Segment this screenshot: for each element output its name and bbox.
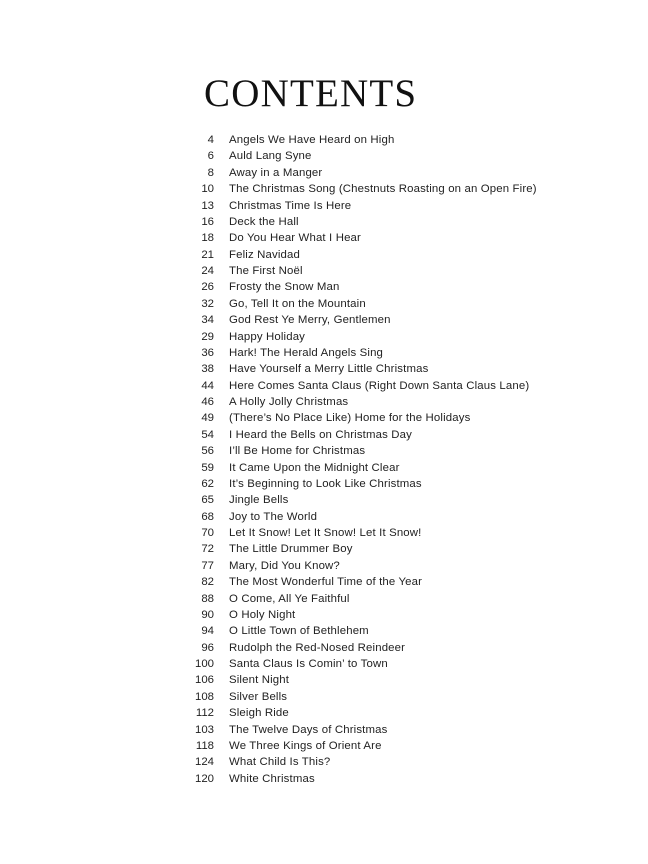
toc-song-title: Christmas Time Is Here	[229, 199, 352, 212]
toc-entry	[0, 279, 648, 295]
toc-song-title: The First Noël	[229, 265, 303, 277]
toc-page-number: 46	[201, 396, 214, 408]
toc-page-number: 88	[201, 592, 214, 605]
toc-page-number: 13	[201, 199, 214, 212]
toc-entry	[0, 574, 648, 590]
toc-page-number: 4	[207, 134, 214, 146]
toc-song-title: The Christmas Song (Chestnuts Roasting on an Open Fire)	[229, 183, 537, 196]
toc-song-title: O Little Town of Bethlehem	[229, 625, 369, 638]
toc-song-title: God Rest Ye Merry, Gentlemen	[229, 314, 391, 327]
toc-entry	[0, 394, 648, 410]
toc-page-number: 96	[201, 641, 214, 654]
toc-entry	[0, 132, 648, 148]
toc-page-number: 18	[201, 232, 214, 245]
toc-entry	[0, 378, 648, 394]
toc-page-number: 100	[194, 658, 214, 670]
toc-song-title: Joy to The World	[229, 510, 318, 523]
toc-entry	[0, 427, 648, 443]
toc-page-number: 32	[201, 297, 214, 310]
toc-entry	[0, 312, 648, 328]
toc-entry	[0, 263, 648, 279]
toc-entry	[0, 230, 648, 246]
toc-entry	[0, 247, 648, 263]
toc-song-title: The Most Wonderful Time of the Year	[229, 576, 423, 589]
toc-song-title: Mary, Did You Know?	[229, 559, 340, 572]
toc-song-title: What Child Is This?	[229, 756, 331, 769]
toc-song-title: White Christmas	[229, 772, 315, 785]
toc-page-number: 34	[201, 314, 214, 327]
toc-song-title: Silent Night	[229, 674, 290, 687]
toc-entry	[0, 361, 648, 377]
toc-page-number: 54	[201, 428, 214, 441]
toc-entry	[0, 672, 648, 688]
toc-page-number: 21	[201, 248, 214, 261]
toc-page-number: 36	[201, 346, 214, 359]
toc-song-title: Sleigh Ride	[229, 707, 289, 720]
toc-page-number: 10	[201, 183, 214, 196]
toc-song-title: Jingle Bells	[229, 494, 289, 507]
page-title: CONTENTS	[204, 72, 418, 115]
toc-song-title: The Twelve Days of Christmas	[229, 723, 388, 736]
toc-page-number: 77	[201, 559, 214, 572]
toc-page-number: 65	[201, 494, 214, 507]
toc-song-title: Do You Hear What I Hear	[229, 232, 361, 245]
toc-song-title: O Holy Night	[229, 608, 296, 621]
toc-page-number: 72	[201, 543, 214, 556]
toc-entry	[0, 181, 648, 197]
toc-song-title: Away in a Manger	[229, 166, 323, 179]
toc-song-title: I’ll Be Home for Christmas	[229, 445, 366, 458]
toc-entry	[0, 541, 648, 557]
toc-song-title: Silver Bells	[229, 690, 288, 703]
toc-entry	[0, 476, 648, 492]
toc-song-title: I Heard the Bells on Christmas Day	[229, 428, 412, 441]
toc-page-number: 94	[201, 625, 214, 638]
toc-page-number: 6	[207, 150, 214, 163]
toc-song-title: Rudolph the Red-Nosed Reindeer	[229, 641, 406, 654]
toc-page-number: 118	[195, 739, 214, 752]
toc-page-number: 70	[201, 527, 214, 539]
toc-page-number: 8	[207, 166, 214, 179]
toc-page-number: 44	[201, 379, 214, 392]
toc-song-title: Angels We Have Heard on High	[229, 134, 395, 146]
toc-entry	[0, 607, 648, 623]
toc-entry	[0, 329, 648, 345]
toc-entry	[0, 443, 648, 459]
toc-song-title: (There’s No Place Like) Home for the Holidays	[229, 412, 471, 425]
toc-page-number: 56	[201, 445, 214, 458]
toc-entry	[0, 296, 648, 312]
toc-song-title: The Little Drummer Boy	[229, 543, 353, 556]
toc-page-number: 108	[194, 690, 214, 703]
toc-page-number: 49	[201, 412, 214, 425]
toc-page-number: 59	[201, 461, 214, 474]
toc-entry	[0, 198, 648, 214]
toc-entry	[0, 525, 648, 541]
toc-entry	[0, 214, 648, 230]
toc-song-title: Hark! The Herald Angels Sing	[229, 346, 384, 359]
toc-page-number: 124	[194, 756, 214, 769]
toc-entry	[0, 771, 648, 787]
toc-page-number: 24	[201, 265, 214, 277]
toc-song-title: Feliz Navidad	[229, 248, 300, 261]
toc-entry	[0, 460, 648, 476]
toc-entry	[0, 623, 648, 639]
toc-song-title: Deck the Hall	[229, 215, 299, 228]
toc-entry	[0, 705, 648, 721]
toc-entry	[0, 492, 648, 508]
toc-entry	[0, 509, 648, 525]
toc-page-number: 29	[201, 330, 214, 343]
toc-page-number: 62	[201, 477, 214, 490]
toc-song-title: Go, Tell It on the Mountain	[229, 297, 366, 310]
toc-page-number: 120	[194, 772, 214, 785]
toc-song-title: Have Yourself a Merry Little Christmas	[229, 363, 429, 376]
toc-entry	[0, 345, 648, 361]
toc-song-title: Santa Claus Is Comin’ to Town	[229, 658, 388, 670]
toc-page-number: 68	[201, 510, 214, 523]
toc-song-title: Happy Holiday	[229, 330, 306, 343]
toc-entry	[0, 656, 648, 672]
toc-page-number: 90	[201, 608, 214, 621]
toc-song-title: Auld Lang Syne	[229, 150, 312, 163]
toc-entry	[0, 165, 648, 181]
toc-song-title: Here Comes Santa Claus (Right Down Santa Claus Lane)	[229, 379, 530, 392]
toc-entry	[0, 689, 648, 705]
toc-page-number: 26	[201, 281, 214, 294]
toc-song-title: A Holly Jolly Christmas	[229, 396, 349, 408]
table-of-contents	[0, 132, 648, 787]
toc-entry	[0, 722, 648, 738]
toc-song-title: Let It Snow! Let It Snow! Let It Snow!	[229, 527, 422, 539]
toc-page-number: 16	[201, 215, 214, 228]
toc-page-number: 103	[194, 723, 214, 736]
toc-page-number: 106	[194, 674, 214, 687]
toc-song-title: We Three Kings of Orient Are	[229, 739, 382, 752]
toc-song-title: Frosty the Snow Man	[229, 281, 340, 294]
toc-entry	[0, 148, 648, 164]
toc-page-number: 38	[201, 363, 214, 376]
toc-entry	[0, 558, 648, 574]
toc-page-number: 82	[201, 576, 214, 589]
toc-entry	[0, 410, 648, 426]
toc-entry	[0, 640, 648, 656]
toc-song-title: It Came Upon the Midnight Clear	[229, 461, 400, 474]
toc-entry	[0, 754, 648, 770]
toc-song-title: O Come, All Ye Faithful	[229, 592, 350, 605]
toc-entry	[0, 738, 648, 754]
toc-entry	[0, 591, 648, 607]
toc-page-number: 112	[195, 707, 214, 720]
toc-song-title: It’s Beginning to Look Like Christmas	[229, 477, 422, 490]
